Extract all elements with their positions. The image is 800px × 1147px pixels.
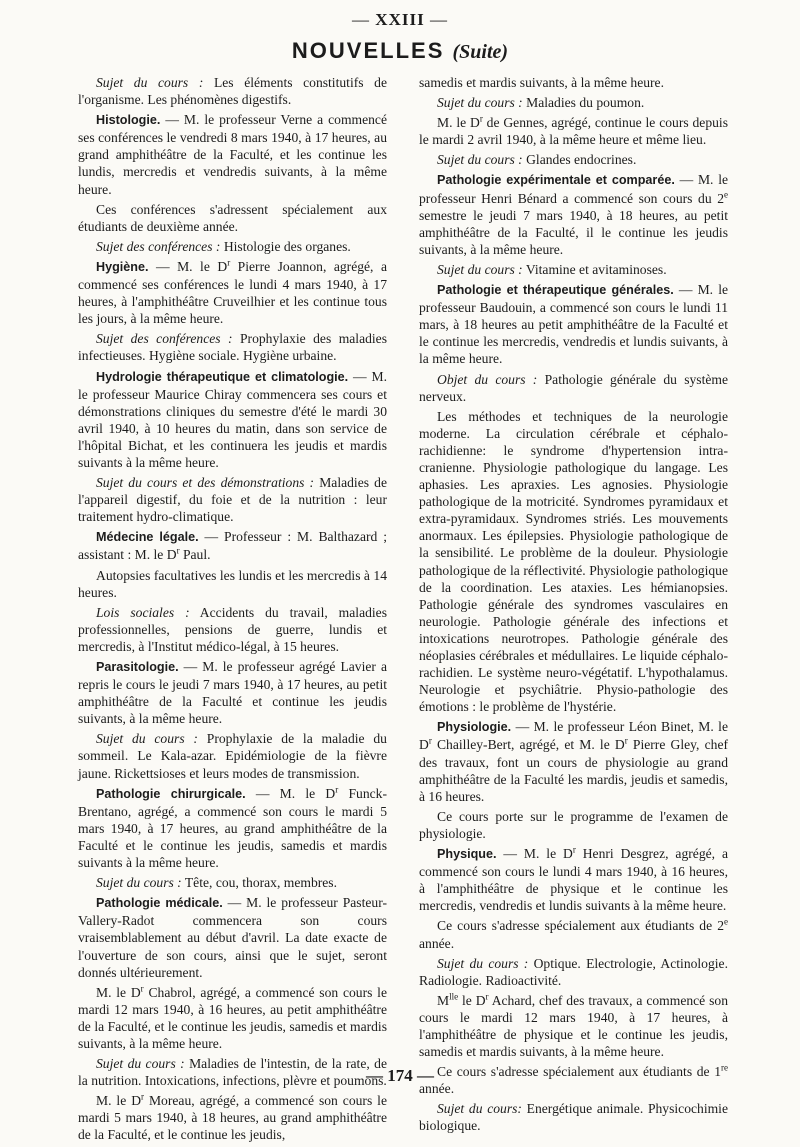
paragraph: Les méthodes et techniques de la neurologie moderne. La circulation cérébrale et céphalo-rachidienne: le syndrome d'hypertension intra-cranienne. Physiologie pathologique du langage. Les aphasies. Les apraxies. Les agnosies. Physiologie pathologique de la motricité. Syndromes pyramidaux et extra-pyramidaux. Syndromes striés. Les mouvements anormaux. Les épilepsies. Physiologie pathologique de la sensibilité. Le problème de la douleur. Physiologie pathologique de la réflectivité. Physiologie pathologique de la coordination. Les ataxies. Les hémianopsies. Pathologie générale des syndromes vasculaires en neurologie. Pathologie générale des infections et intoxications neurotropes. Pathologie générale des néoplasies cérébrales et médullaires. Le liquide céphalo-rachidien. Le système neuro-végétatif. L'hypothalamus. Neurologie et psychiâtrie. Physio-pathologie des émotions : le problème de l'hystérie. <box>419 408 728 715</box>
left-column <box>78 74 387 1147</box>
paragraph: M. le $D^r$ Moreau, agrégé, a commencé son cours le mardi 5 mars 1940, à 18 heures, au grand amphithéâtre de la Faculté, et le continue les jeudis, <box>78 1091 387 1143</box>
paragraph: Ce cours porte sur le programme de l'examen de physiologie. <box>419 808 728 841</box>
paragraph: Pathologie expérimentale et comparée. — M. le professeur Henri Bénard a commencé son cours du 2e semestre le jeudi 7 mars 1940, à 18 heures, au petit amphithéâtre de la Faculté, il le continue les jeudis suivants, à la même heure. <box>419 172 728 257</box>
paragraph: Hydrologie thérapeutique et climatologie. — M. le professeur Maurice Chiray commencera ses cours et démonstrations cliniques du semestre d'été le mardi 30 avril 1940, à 10 heures du matin, dans son service de l'hôpital Bichat, et les continuera les jeudis et mardis suivants à la même heure. <box>78 368 387 470</box>
paragraph: Sujet du cours : Vitamine et avitaminoses. <box>437 261 667 277</box>
paragraph: $M^{lle}$ le $D^r$ Achard, chef des travaux, a commencé son cours le mardi 12 mars 1940, à 17 heures, à l'amphithéâtre de physique et le continue les jeudis, samedis et mardis suivants, à la même heure. <box>419 991 729 1060</box>
page-header-numeral: — XXIII — <box>352 10 448 29</box>
title-text: NOUVELLES <box>291 38 445 63</box>
paragraph: Physiologie. — M. le professeur Léon Binet, M. le $D^r$ Chailley-Bert, agrégé, et M. le $D^r$ Pierre Gley, chef des travaux, font un cours de physiologie au grand amphithéâtre de la Faculté les mardis, jeudis et samedis, à 16 heures. <box>419 719 729 804</box>
paragraph: Pathologie chirurgicale. — M. le $D^r$ Funck-Brentano, agrégé, a commencé son cours le mardi 5 mars 1940, à 17 heures, au grand amphithéâtre de la Faculté et le continue les jeudis, samedis et mardis suivants à la même heure. <box>78 784 387 871</box>
paragraph: samedis et mardis suivants, à la même heure. <box>419 75 664 90</box>
paragraph: Sujet du cours : Optique. Electrologie, Actinologie. Radiologie. Radioactivité. <box>419 955 728 988</box>
paragraph: Autopsies facultatives les lundis et les mercredis à 14 heures. <box>78 567 387 600</box>
paragraph: M. le $D^r$ de Gennes, agrégé, continue le cours depuis le mardi 2 avril 1940, à la même heure et même lieu. <box>419 113 728 148</box>
paragraph: Sujet du cours : Maladies de l'intestin, de la rate, de la nutrition. Intoxications, infections, plèvre et poumons. <box>78 1056 387 1089</box>
paragraph: Objet du cours : Pathologie générale du système nerveux. <box>419 371 728 404</box>
paragraph: Parasitologie. — M. le professeur agrégé Lavier a repris le cours le jeudi 7 mars 1940, à 17 heures, au petit amphithéâtre de la Faculté et continue les jeudis suivants, à la même heure. <box>78 659 387 727</box>
title-suffix: (Suite) <box>452 41 509 63</box>
paragraph: Hygiène. — M. le $D^r$ Pierre Joannon, agrégé, a commencé ses conférences le lundi 4 mars 1940, à 17 heures, à l'amphithéâtre Cruveilhier et les continue tous les jours, à la même heure. <box>78 257 387 327</box>
right-column <box>419 74 728 1147</box>
paragraph: Ce cours s'adresse spécialement aux étudiants de 1re année. <box>419 1062 728 1097</box>
paragraph: Sujet du cours : Les éléments constitutifs de l'organisme. Les phénomènes digestifs. <box>78 75 387 108</box>
paragraph: Sujet du cours : Glandes endocrines. <box>437 152 637 168</box>
paragraph: Médecine légale. — Professeur : M. Balthazard ; assistant : M. le $D^r$ Paul. <box>78 529 388 563</box>
paragraph: Sujet du cours: Energétique animale. Physicochimie biologique. <box>419 1101 728 1134</box>
paragraph: Pathologie médicale. — M. le professeur Pasteur-Vallery-Radot commencera son cours vraisemblablement au début d'avril. La date exacte de l'ouverture de son cours, ainsi que le sujet, seront donnés ultérieurement. <box>78 895 387 980</box>
paragraph: M. le $D^r$ Chabrol, agrégé, a commencé son cours le mardi 12 mars 1940, à 16 heures, au petit amphithéâtre de la Faculté, et le continue les jeudis, samedis et mardis suivants, à la même heure. <box>78 983 387 1051</box>
two-column-body <box>78 74 728 1147</box>
paragraph: Lois sociales : Accidents du travail, maladies professionnelles, pensions de guerre, lundis et mercredis, à l'Institut médico-légal, à 15 heures. <box>78 604 387 654</box>
paragraph: Sujet du cours et des démonstrations : Maladies de l'appareil digestif, du foie et de la nutrition : leur traitement hydro-climatique. <box>78 475 387 525</box>
paragraph: Sujet du cours : Maladies du poumon. <box>437 95 645 111</box>
paragraph: Ce cours s'adresse spécialement aux étudiants de 2e année. <box>419 916 728 951</box>
paragraph: Histologie. — M. le professeur Verne a commencé ses conférences le vendredi 8 mars 1940, à 17 heures, au grand amphithéâtre de la Faculté, et les continue les lundis, mercredis et vendredis suivants, à la même heure. <box>78 112 387 197</box>
paragraph: Sujet du cours : Tête, cou, thorax, membres. <box>96 875 337 891</box>
roman-numeral: XXIII <box>375 10 425 29</box>
page-title <box>0 38 800 64</box>
paragraph: Sujet du cours : Prophylaxie de la maladie du sommeil. Le Kala-azar. Epidémiologie de la fièvre jaune. Rickettsioses et leurs modes de transmission. <box>78 731 387 781</box>
page-number: — 174 — <box>366 1066 434 1085</box>
paragraph: Sujet des conférences : Histologie des organes. <box>96 238 351 254</box>
paragraph: Sujet des conférences : Prophylaxie des maladies infectieuses. Hygiène sociale. Hygiène urbaine. <box>78 331 388 364</box>
paragraph: Physique. — M. le $D^r$ Henri Desgrez, agrégé, a commencé son cours le lundi 4 mars 1940, à 16 heures, à l'amphithéâtre de physique et le continue les mercredis, vendredis et lundis suivants à la même heure. <box>419 844 728 914</box>
paragraph: Pathologie et thérapeutique générales. — M. le professeur Baudouin, a commencé son cours le lundi 11 mars, à 18 heures au petit amphithéâtre de la Faculté et le continue les mercredis, vendredis et lundis suivants, à la même heure. <box>419 282 728 367</box>
paragraph: Ces conférences s'adressent spécialement aux étudiants de deuxième année. <box>78 201 387 234</box>
